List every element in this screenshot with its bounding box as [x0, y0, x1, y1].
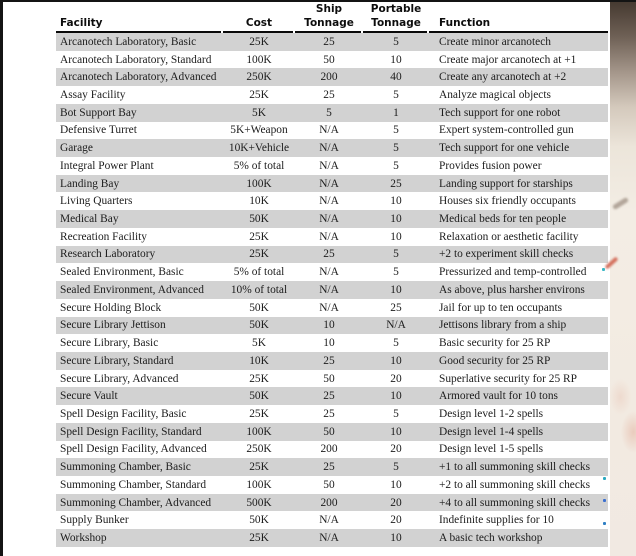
cell-facility: Defensive Turret	[60, 124, 137, 137]
page-edge-art	[610, 2, 636, 556]
cell-facility: Summoning Chamber, Standard	[60, 478, 207, 491]
cell-portable-tonnage: 5	[393, 248, 399, 261]
cell-ship-tonnage: 50	[323, 478, 335, 491]
cell-cost: 25K	[249, 461, 269, 474]
cell-facility: Secure Library, Standard	[60, 354, 174, 367]
cell-function: Good security for 25 RP	[439, 354, 551, 367]
cell-ship-tonnage: N/A	[319, 124, 339, 137]
cell-portable-tonnage: 20	[390, 496, 402, 509]
cell-cost: 100K	[246, 425, 272, 438]
cell-ship-tonnage: 25	[323, 461, 335, 474]
cell-function: Tech support for one vehicle	[439, 142, 570, 155]
cell-portable-tonnage: 10	[390, 425, 402, 438]
cell-facility: Workshop	[60, 531, 107, 544]
cell-cost: 10% of total	[230, 283, 288, 296]
table-row	[56, 228, 608, 246]
cell-facility: Arcanotech Laboratory, Basic	[60, 35, 197, 48]
table-header-line1	[56, 3, 608, 16]
cell-facility: Arcanotech Laboratory, Standard	[60, 53, 212, 66]
table-row	[56, 529, 608, 547]
cell-function: +2 to all summoning skill checks	[439, 478, 591, 491]
cell-ship-tonnage: N/A	[319, 301, 339, 314]
cell-function: Provides fusion power	[439, 159, 542, 172]
cell-cost: 25K	[249, 230, 269, 243]
cell-ship-tonnage: 25	[323, 407, 335, 420]
cell-portable-tonnage: 10	[390, 354, 402, 367]
cell-ship-tonnage: N/A	[319, 283, 339, 296]
cell-ship-tonnage: 25	[323, 248, 335, 261]
table-row	[56, 263, 608, 281]
cell-cost: 5K	[252, 106, 266, 119]
cell-facility: Assay Facility	[60, 89, 126, 102]
page-top-border	[0, 0, 636, 2]
cell-ship-tonnage: 200	[320, 443, 338, 456]
table-row	[56, 299, 608, 317]
table-row	[56, 476, 608, 494]
cell-portable-tonnage: 20	[390, 372, 402, 385]
cell-portable-tonnage: 10	[390, 390, 402, 403]
cell-facility: Integral Power Plant	[60, 159, 154, 172]
cell-portable-tonnage: 20	[390, 514, 402, 527]
cell-ship-tonnage: N/A	[319, 142, 339, 155]
scan-artifact	[603, 477, 606, 480]
cell-facility: Sealed Environment, Advanced	[60, 283, 204, 296]
cell-function: Jettisons library from a ship	[439, 319, 567, 332]
cell-facility: Garage	[60, 142, 93, 155]
header-facility: Facility	[60, 17, 103, 29]
cell-ship-tonnage: 25	[323, 390, 335, 403]
header-ship-top: Ship	[315, 3, 343, 15]
cell-cost: 500K	[246, 496, 272, 509]
table-row	[56, 122, 608, 140]
cell-facility: Arcanotech Laboratory, Advanced	[60, 71, 217, 84]
cell-function: Jail for up to ten occupants	[439, 301, 563, 314]
header-portable-top: Portable	[370, 3, 422, 15]
cell-function: Expert system-controlled gun	[439, 124, 574, 137]
cell-cost: 10K	[249, 354, 269, 367]
cell-portable-tonnage: 10	[390, 478, 402, 491]
cell-ship-tonnage: N/A	[319, 213, 339, 226]
cell-facility: Medical Bay	[60, 213, 119, 226]
cell-cost: 10K	[249, 195, 269, 208]
table-row	[56, 86, 608, 104]
table-row	[56, 104, 608, 122]
cell-portable-tonnage: 20	[390, 443, 402, 456]
page-left-border	[0, 0, 3, 556]
cell-facility: Research Laboratory	[60, 248, 156, 261]
cell-cost: 5% of total	[233, 266, 285, 279]
cell-ship-tonnage: 10	[323, 337, 335, 350]
cell-portable-tonnage: 5	[393, 461, 399, 474]
cell-portable-tonnage: 5	[393, 35, 399, 48]
cell-facility: Spell Design Facility, Standard	[60, 425, 202, 438]
cell-portable-tonnage: 10	[390, 213, 402, 226]
cell-ship-tonnage: N/A	[319, 531, 339, 544]
header-rule	[56, 31, 608, 33]
cell-portable-tonnage: 10	[390, 531, 402, 544]
cell-facility: Secure Vault	[60, 390, 118, 403]
cell-cost: 25K	[249, 89, 269, 102]
table-row	[56, 317, 608, 335]
cell-function: Landing support for starships	[439, 177, 573, 190]
table-row	[56, 423, 608, 441]
header-cost: Cost	[245, 17, 273, 29]
cell-facility: Sealed Environment, Basic	[60, 266, 184, 279]
table-header-line2	[56, 16, 608, 31]
cell-cost: 25K	[249, 35, 269, 48]
cell-function: Basic security for 25 RP	[439, 337, 551, 350]
scan-artifact	[603, 499, 606, 502]
cell-facility: Supply Bunker	[60, 514, 129, 527]
table-row	[56, 68, 608, 86]
cell-ship-tonnage: N/A	[319, 177, 339, 190]
cell-facility: Secure Library, Basic	[60, 337, 159, 350]
cell-function: Armored vault for 10 tons	[439, 390, 558, 403]
cell-ship-tonnage: N/A	[319, 159, 339, 172]
cell-ship-tonnage: N/A	[319, 195, 339, 208]
cell-cost: 25K	[249, 372, 269, 385]
scan-artifact	[602, 268, 605, 271]
cell-function: Relaxation or aesthetic facility	[439, 230, 579, 243]
cell-cost: 5K+Weapon	[230, 124, 288, 137]
cell-ship-tonnage: N/A	[319, 230, 339, 243]
cell-facility: Summoning Chamber, Basic	[60, 461, 191, 474]
cell-portable-tonnage: 10	[390, 230, 402, 243]
cell-function: Indefinite supplies for 10	[439, 514, 554, 527]
cell-ship-tonnage: 25	[323, 35, 335, 48]
cell-cost: 25K	[249, 407, 269, 420]
cell-function: Pressurized and temp-controlled	[439, 266, 587, 279]
cell-ship-tonnage: 25	[323, 354, 335, 367]
cell-function: As above, plus harsher environs	[439, 283, 585, 296]
cell-cost: 100K	[246, 53, 272, 66]
cell-portable-tonnage: 40	[390, 71, 402, 84]
cell-portable-tonnage: 5	[393, 407, 399, 420]
cell-facility: Living Quarters	[60, 195, 133, 208]
cell-function: Analyze magical objects	[439, 89, 551, 102]
cell-cost: 50K	[249, 301, 269, 314]
cell-cost: 5K	[252, 337, 266, 350]
cell-function: A basic tech workshop	[439, 531, 543, 544]
cell-function: Tech support for one robot	[439, 106, 561, 119]
cell-portable-tonnage: 10	[390, 53, 402, 66]
cell-facility: Recreation Facility	[60, 230, 147, 243]
table-row	[56, 511, 608, 529]
cell-ship-tonnage: N/A	[319, 514, 339, 527]
cell-portable-tonnage: 25	[390, 301, 402, 314]
cell-ship-tonnage: 200	[320, 71, 338, 84]
cell-portable-tonnage: 5	[393, 89, 399, 102]
cell-cost: 50K	[249, 319, 269, 332]
table-row	[56, 210, 608, 228]
cell-facility: Summoning Chamber, Advanced	[60, 496, 212, 509]
table-row	[56, 281, 608, 299]
cell-portable-tonnage: 1	[393, 106, 399, 119]
cell-portable-tonnage: 5	[393, 337, 399, 350]
cell-cost: 5% of total	[233, 159, 285, 172]
cell-cost: 250K	[246, 71, 272, 84]
table-row	[56, 192, 608, 210]
cell-facility: Secure Library, Advanced	[60, 372, 179, 385]
table-row	[56, 51, 608, 69]
header-function: Function	[439, 17, 491, 29]
cell-cost: 50K	[249, 514, 269, 527]
cell-function: Design level 1-2 spells	[439, 407, 544, 420]
table-row	[56, 139, 608, 157]
cell-ship-tonnage: 50	[323, 53, 335, 66]
cell-cost: 50K	[249, 213, 269, 226]
cell-ship-tonnage: 200	[320, 496, 338, 509]
cell-ship-tonnage: N/A	[319, 266, 339, 279]
cell-function: +4 to all summoning skill checks	[439, 496, 591, 509]
cell-function: Design level 1-5 spells	[439, 443, 544, 456]
table-row	[56, 405, 608, 423]
cell-cost: 25K	[249, 531, 269, 544]
table-row	[56, 334, 608, 352]
table-row	[56, 370, 608, 388]
cell-function: +2 to experiment skill checks	[439, 248, 574, 261]
cell-function: Design level 1-4 spells	[439, 425, 544, 438]
header-ship-tonnage: Tonnage	[304, 17, 354, 29]
table-row	[56, 458, 608, 476]
table-body	[56, 33, 608, 547]
cell-portable-tonnage: 5	[393, 266, 399, 279]
cell-portable-tonnage: 5	[393, 159, 399, 172]
cell-function: Superlative security for 25 RP	[439, 372, 577, 385]
cell-cost: 250K	[246, 443, 272, 456]
cell-cost: 100K	[246, 478, 272, 491]
cell-ship-tonnage: 10	[323, 319, 335, 332]
cell-facility: Secure Library Jettison	[60, 319, 166, 332]
cell-facility: Spell Design Facility, Advanced	[60, 443, 207, 456]
table-row	[56, 441, 608, 459]
cell-cost: 50K	[249, 390, 269, 403]
cell-ship-tonnage: 50	[323, 425, 335, 438]
cell-portable-tonnage: 5	[393, 124, 399, 137]
cell-ship-tonnage: 25	[323, 89, 335, 102]
header-portable-tonnage: Tonnage	[371, 17, 421, 29]
table-row	[56, 246, 608, 264]
cell-ship-tonnage: 50	[323, 372, 335, 385]
cell-facility: Secure Holding Block	[60, 301, 162, 314]
cell-function: Create major arcanotech at +1	[439, 53, 577, 66]
scan-artifact	[603, 522, 606, 525]
cell-facility: Landing Bay	[60, 177, 120, 190]
cell-portable-tonnage: N/A	[386, 319, 406, 332]
cell-portable-tonnage: 25	[390, 177, 402, 190]
cell-facility: Bot Support Bay	[60, 106, 137, 119]
table-row	[56, 157, 608, 175]
cell-facility: Spell Design Facility, Basic	[60, 407, 187, 420]
cell-portable-tonnage: 10	[390, 195, 402, 208]
cell-function: Create any arcanotech at +2	[439, 71, 567, 84]
table-row	[56, 387, 608, 405]
cell-portable-tonnage: 10	[390, 283, 402, 296]
cell-ship-tonnage: 5	[326, 106, 332, 119]
cell-function: Create minor arcanotech	[439, 35, 551, 48]
table-row	[56, 494, 608, 512]
cell-function: +1 to all summoning skill checks	[439, 461, 591, 474]
table-row	[56, 175, 608, 193]
cell-cost: 10K+Vehicle	[228, 142, 290, 155]
cell-portable-tonnage: 5	[393, 142, 399, 155]
table-row	[56, 352, 608, 370]
cell-function: Medical beds for ten people	[439, 213, 567, 226]
cell-cost: 25K	[249, 248, 269, 261]
cell-cost: 100K	[246, 177, 272, 190]
cell-function: Houses six friendly occupants	[439, 195, 576, 208]
table-row	[56, 33, 608, 51]
facilities-table	[56, 3, 608, 547]
